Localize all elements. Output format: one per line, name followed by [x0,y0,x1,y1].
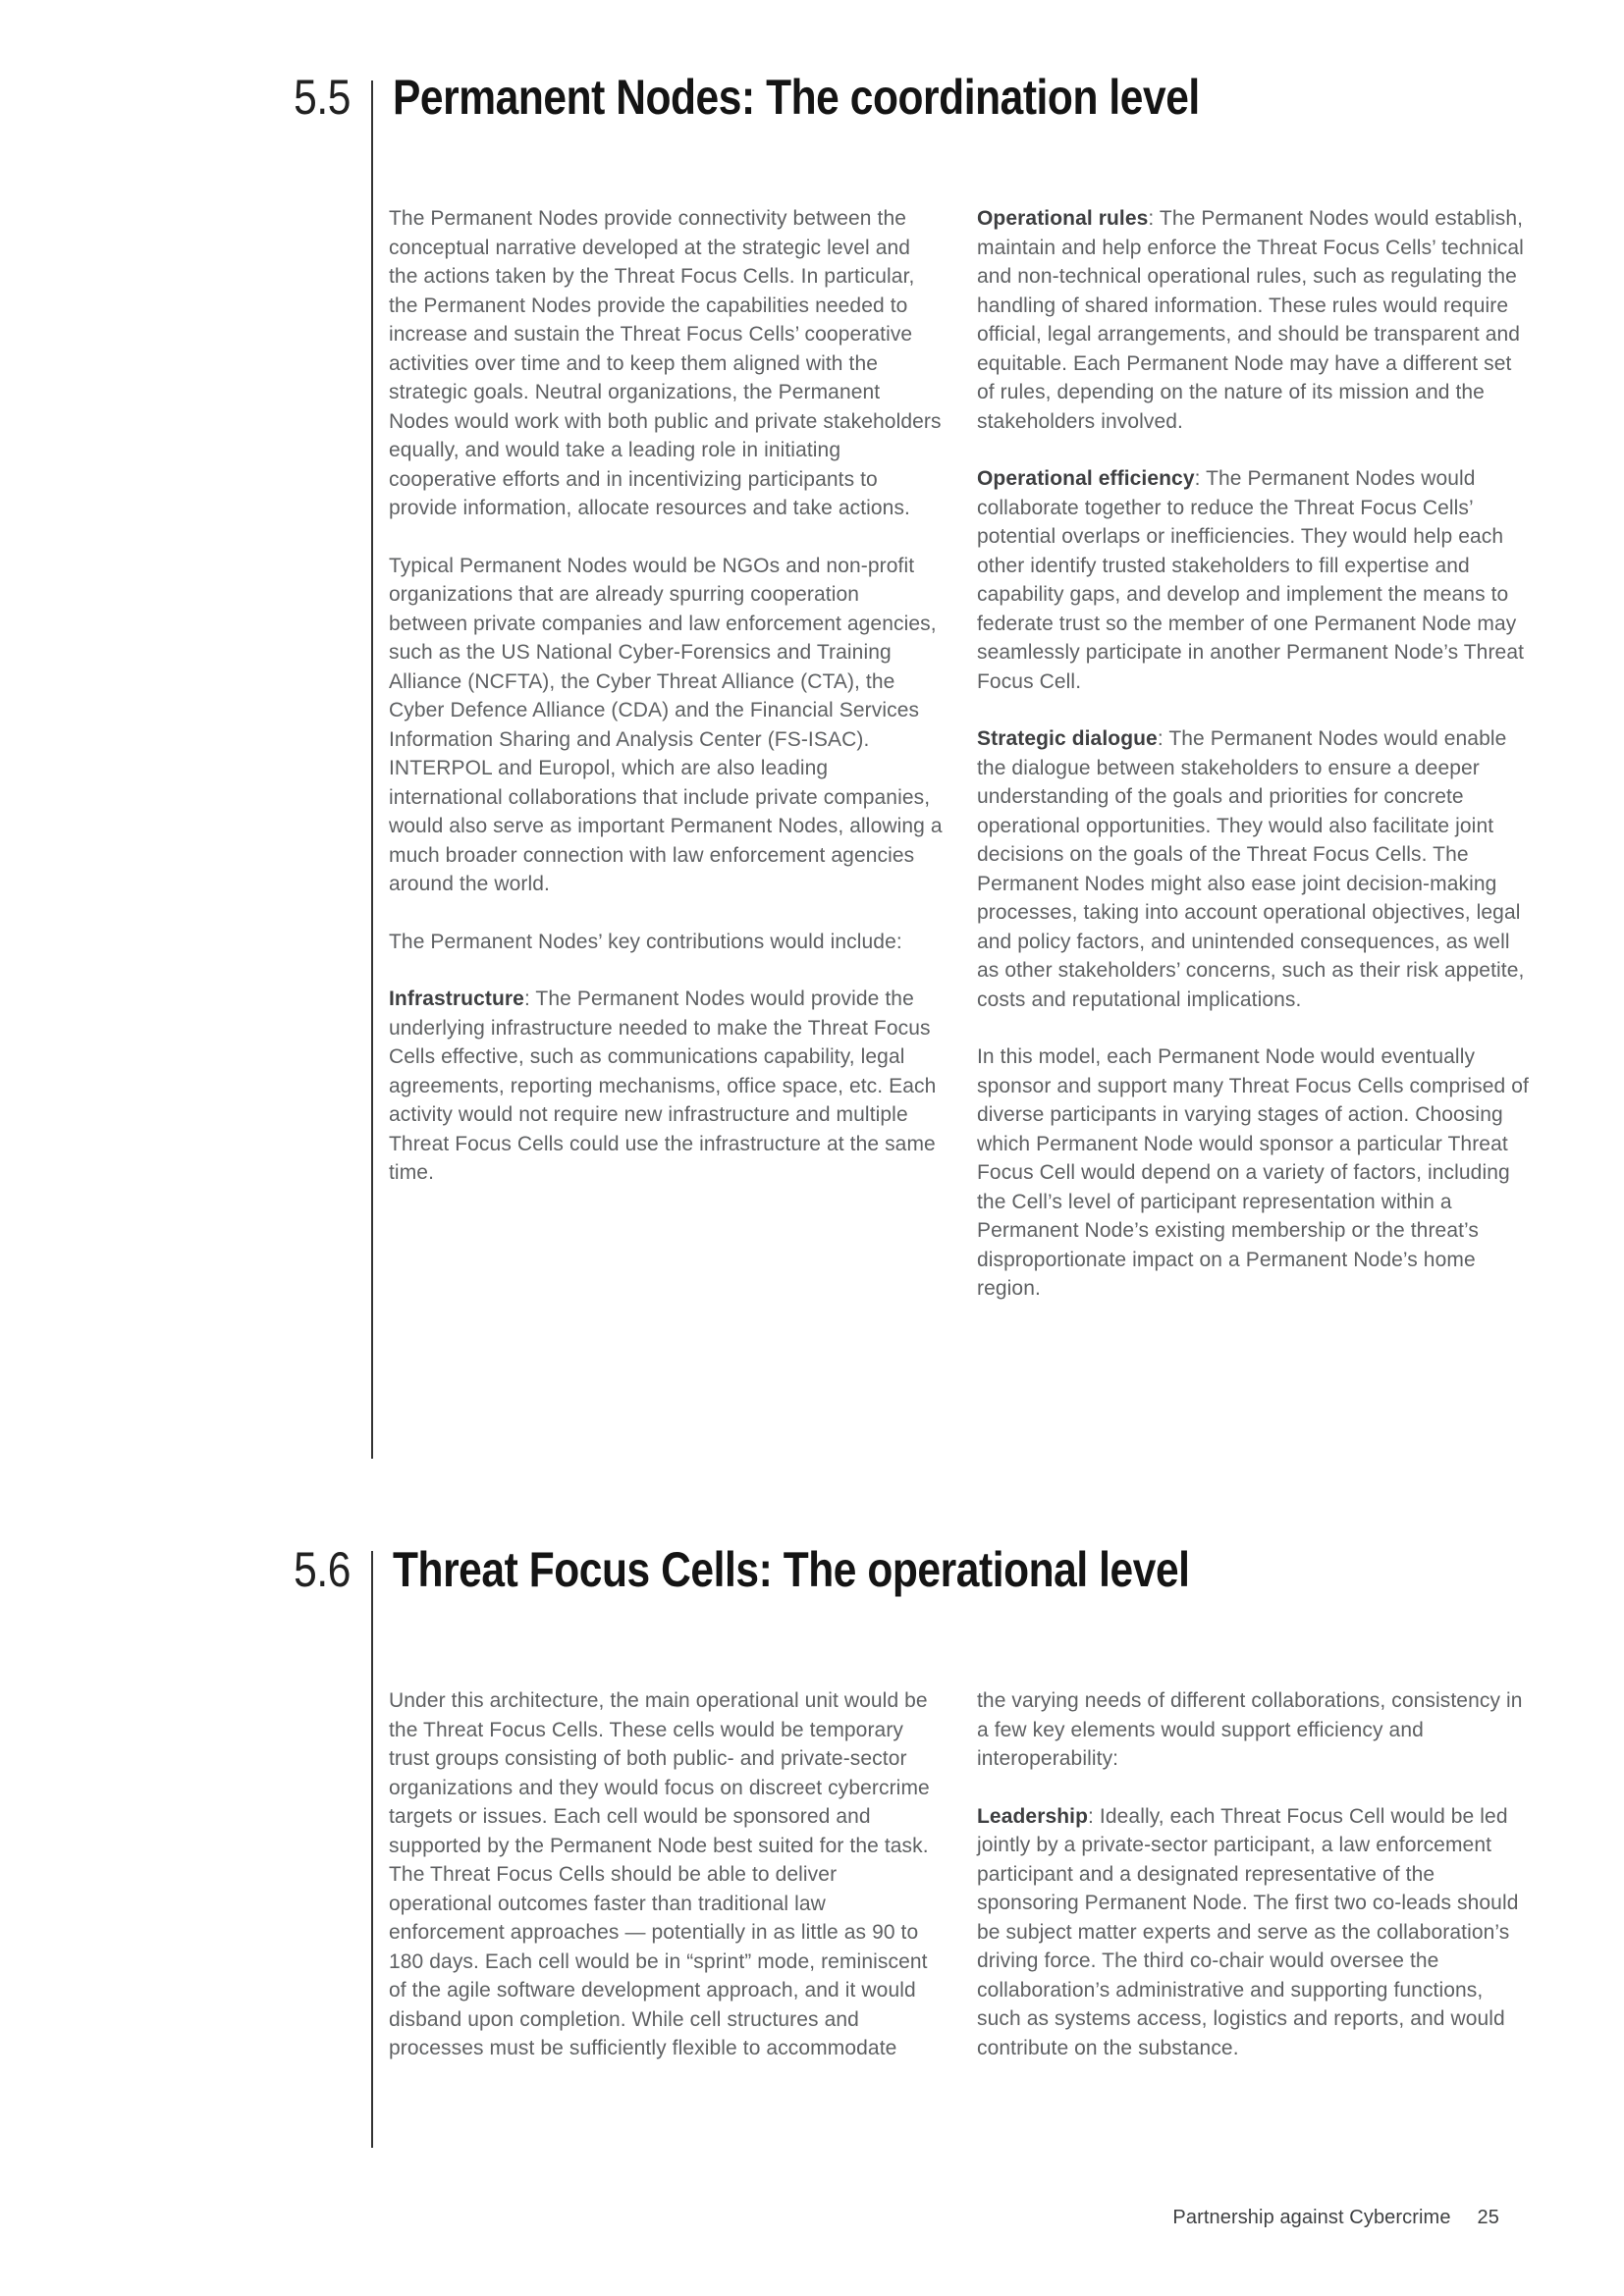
paragraph-lead-bold: Operational efficiency [977,467,1195,490]
footer-page-number: 25 [1477,2207,1499,2228]
paragraph [389,552,944,899]
column-right [977,204,1532,1304]
paragraph [977,1686,1532,1774]
page-footer [1172,2208,1499,2227]
paragraph-text: In this model, each Permanent Node would eventually sponsor and support many Threat Focus Cells comprised of diverse participants in varying stages of action. Choosing which Permanent Node would sponsor a particular Threat Focus Cell would depend on a variety of factors, including the Cell’s level of participant representation within a Permanent Node’s existing membership or the threat’s disproportionate impact on a Permanent Node’s home region. [977,1045,1529,1300]
paragraph [977,1802,1532,2063]
paragraph [977,724,1532,1014]
paragraph [977,1042,1532,1304]
vertical-divider-5-6 [371,1551,373,2148]
section-title-5-5: Permanent Nodes: The coordination level [393,70,1200,125]
paragraph-lead-bold: Leadership [977,1804,1089,1828]
paragraph-text: : The Permanent Nodes would collaborate together to reduce the Threat Focus Cells’ potential overlaps or inefficiencies. They would help each other identify trusted stakeholders to fill expertise and capability gaps, and develop and implement the means to federate trust so the member of one Permanent Node may seamlessly participate in another Permanent Node’s Threat Focus Cell. [977,467,1525,693]
section-5-5-body [389,204,1532,1304]
paragraph-text: Typical Permanent Nodes would be NGOs and non-profit organizations that are already spurring cooperation between private companies and law enforcement agencies, such as the US National Cyber-Forensics and Training Alliance (NCFTA), the Cyber Threat Alliance (CTA), the Cyber Defence Alliance (CDA) and the Financial Services Information Sharing and Analysis Center (FS-ISAC). INTERPOL and Europol, which are also leading international collaborations that include private companies, would also serve as important Permanent Nodes, allowing a much broader connection with law enforcement agencies around the world. [389,554,943,895]
paragraph-text: : The Permanent Nodes would establish, maintain and help enforce the Threat Focus Cells’ technical and non-technical operational rules, such as regulating the handling of shared information. These rules would require official, legal arrangements, and should be transparent and equitable. Each Permanent Node may have a different set of rules, depending on the nature of its mission and the stakeholders involved. [977,207,1524,433]
paragraph-lead-bold: Infrastructure [389,988,524,1010]
section-title-5-6: Threat Focus Cells: The operational level [393,1542,1190,1597]
paragraph [977,204,1532,436]
paragraph [977,464,1532,696]
column-right [977,1686,1532,2063]
paragraph-text: the varying needs of different collaborations, consistency in a few key elements would support efficiency and interoperability: [977,1689,1523,1770]
column-left [389,204,944,1304]
paragraph-text: : The Permanent Nodes would provide the underlying infrastructure needed to make the Threat Focus Cells effective, such as communications capability, legal agreements, reporting mechanisms, office space, etc. Each activity would not require new infrastructure and multiple Threat Focus Cells could use the infrastructure at the same time. [389,988,937,1184]
paragraph-text: : Ideally, each Threat Focus Cell would be led jointly by a private-sector participant, a law enforcement participant and a designated representative of the sponsoring Permanent Node. The first two co-leads should be subject matter experts and serve as the collaboration’s driving force. The third co-chair would oversee the collaboration’s administrative and supporting functions, such as systems access, logistics and reports, and would contribute on the substance. [977,1804,1519,2059]
paragraph-text: Under this architecture, the main operational unit would be the Threat Focus Cells. These cells would be temporary trust groups consisting of both public- and private-sector organizations and they would focus on discreet cybercrime targets or issues. Each cell would be sponsored and supported by the Permanent Node best suited for the task. The Threat Focus Cells should be able to deliver operational outcomes faster than traditional law enforcement approaches — potentially in as little as 90 to 180 days. Each cell would be in “sprint” mode, reminiscent of the agile software development approach, and it would disband upon completion. While cell structures and processes must be sufficiently flexible to accommodate [389,1689,930,2059]
paragraph [389,985,944,1188]
paragraph-text: The Permanent Nodes provide connectivity between the conceptual narrative developed at the strategic level and the actions taken by the Threat Focus Cells. In particular, the Permanent Nodes provide the capabilities needed to increase and sustain the Threat Focus Cells’ cooperative activities over time and to keep them aligned with the strategic goals. Neutral organizations, the Permanent Nodes would work with both public and private stakeholders equally, and would take a leading role in initiating cooperative efforts and in incentivizing participants to provide information, allocate resources and take actions. [389,207,942,519]
section-number-5-5: 5.5 [294,70,351,125]
paragraph-lead-bold: Strategic dialogue [977,727,1158,750]
paragraph [389,928,944,957]
paragraph-lead-bold: Operational rules [977,207,1149,230]
section-number-5-6: 5.6 [294,1542,351,1597]
paragraph-text: : The Permanent Nodes would enable the dialogue between stakeholders to ensure a deeper understanding of the goals and priorities for concrete operational opportunities. They would also facilitate joint decisions on the goals of the Threat Focus Cells. The Permanent Nodes might also ease joint decision-making processes, taking into account operational objectives, legal and policy factors, and unintended consequences, as well as other stakeholders’ concerns, such as their risk appetite, costs and reputational implications. [977,727,1525,1011]
paragraph [389,204,944,523]
vertical-divider-5-5 [371,80,373,1459]
paragraph [389,1686,944,2063]
paragraph-text: The Permanent Nodes’ key contributions would include: [389,930,902,953]
column-left [389,1686,944,2063]
footer-report-title: Partnership against Cybercrime [1172,2207,1451,2228]
section-5-6-body [389,1686,1532,2063]
